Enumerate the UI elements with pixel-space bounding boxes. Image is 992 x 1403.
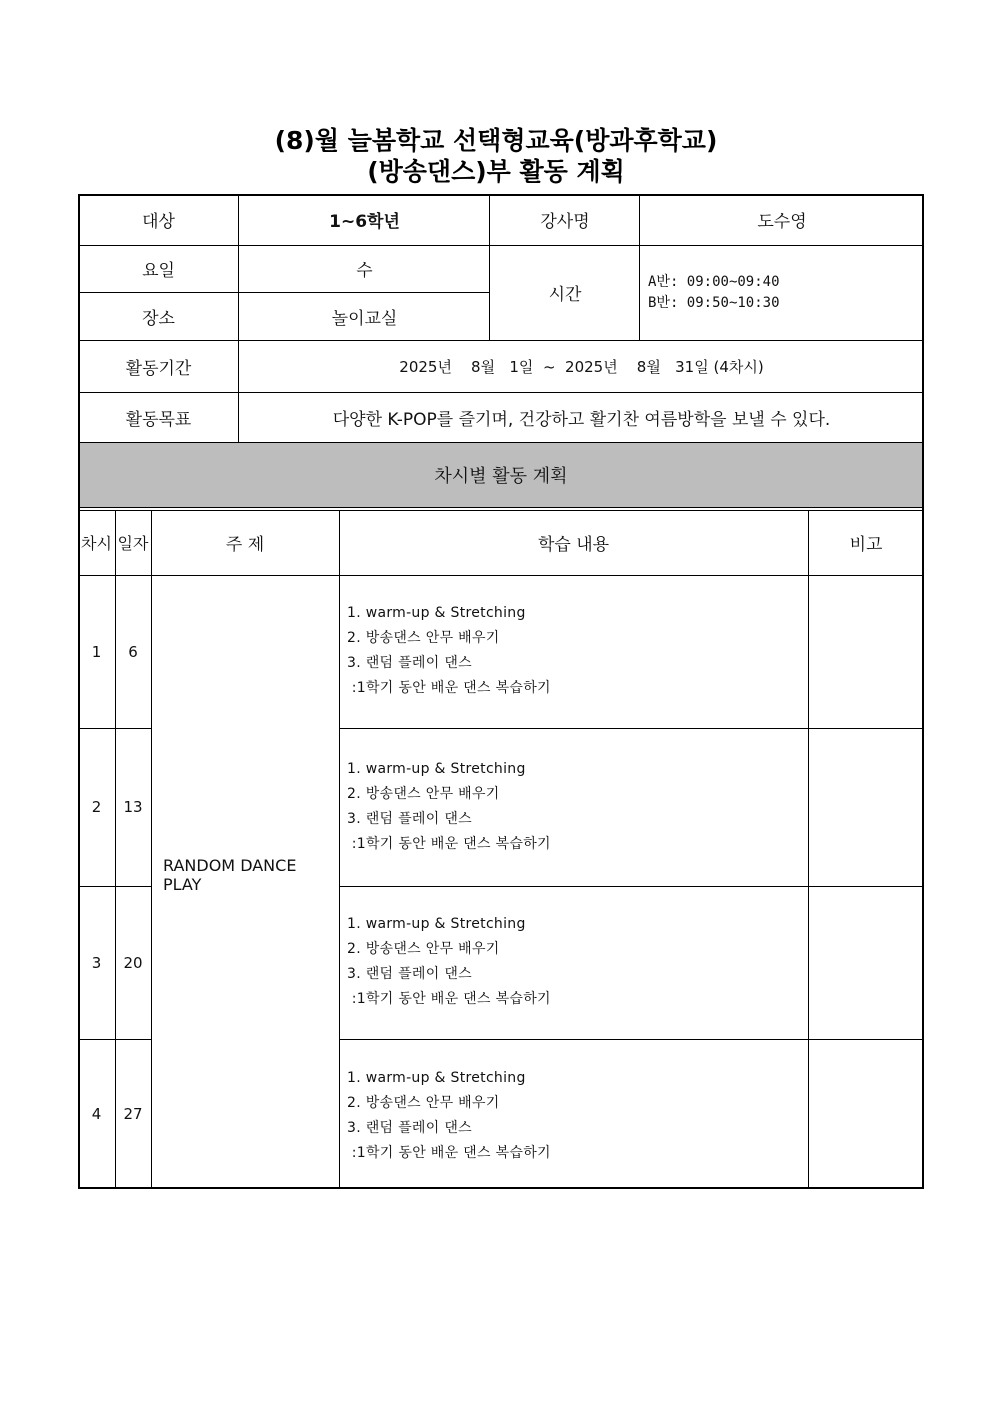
- row3-date: 20: [123, 953, 143, 972]
- section-title: 차시별 활동 계획: [434, 465, 568, 487]
- row3-note: [808, 886, 924, 1039]
- row4-content: 1. warm-up & Stretching 2. 방송댄스 안무 배우기 3. 랜덤 플레이 댄스 :1학기 동안 배운 댄스 복습하기: [347, 1070, 551, 1161]
- row1-session: 1: [91, 642, 102, 661]
- period-label: 활동기간: [125, 358, 192, 379]
- time-class-a: A반: 09:00~09:40: [648, 274, 780, 290]
- header-content: 학습 내용: [537, 535, 610, 555]
- time-label: 시간: [548, 285, 582, 305]
- goal-value: 다양한 K-POP를 즐기며, 건강하고 활기찬 여름방학을 보낼 수 있다.: [332, 409, 831, 430]
- place-value: 놀이교실: [331, 308, 398, 329]
- header-date: 일자: [117, 534, 149, 553]
- document-title-line2: (방송댄스)부 활동 계획: [367, 157, 625, 186]
- target-label: 대상: [142, 212, 175, 232]
- header-session: 차시: [81, 534, 112, 553]
- topic-text: RANDOM DANCE PLAY: [163, 856, 297, 894]
- row4-date: 27: [123, 1105, 143, 1123]
- row1-content: 1. warm-up & Stretching 2. 방송댄스 안무 배우기 3. 랜덤 플레이 댄스 :1학기 동안 배운 댄스 복습하기: [347, 605, 551, 696]
- row2-note: [808, 728, 924, 886]
- row3-content: 1. warm-up & Stretching 2. 방송댄스 안무 배우기 3. 랜덤 플레이 댄스 :1학기 동안 배운 댄스 복습하기: [347, 916, 551, 1007]
- row2-content: 1. warm-up & Stretching 2. 방송댄스 안무 배우기 3. 랜덤 플레이 댄스 :1학기 동안 배운 댄스 복습하기: [347, 761, 551, 852]
- header-topic: 주 제: [225, 535, 265, 555]
- row1-note: [808, 575, 924, 728]
- row4-session: 4: [91, 1105, 102, 1123]
- goal-label: 활동목표: [125, 409, 192, 430]
- period-value: 2025년 8월 1일 ~ 2025년 8월 31일 (4차시): [399, 357, 764, 376]
- row4-note: [808, 1039, 924, 1189]
- day-value: 수: [356, 261, 373, 281]
- place-label: 장소: [142, 308, 175, 329]
- row3-session: 3: [91, 953, 102, 972]
- instructor-value: 도수영: [757, 212, 807, 232]
- row2-session: 2: [91, 798, 102, 816]
- instructor-label: 강사명: [540, 212, 590, 232]
- target-value: 1~6학년: [329, 212, 400, 232]
- time-value: [648, 272, 780, 314]
- topic-cell: [151, 575, 339, 1189]
- document-title-line1: (8)월 늘봄학교 선택형교육(방과후학교): [274, 126, 718, 155]
- header-note: 비고: [849, 535, 883, 555]
- day-label: 요일: [142, 261, 175, 281]
- time-class-b: B반: 09:50~10:30: [648, 295, 780, 311]
- row2-date: 13: [123, 798, 143, 816]
- row1-date: 6: [128, 642, 138, 661]
